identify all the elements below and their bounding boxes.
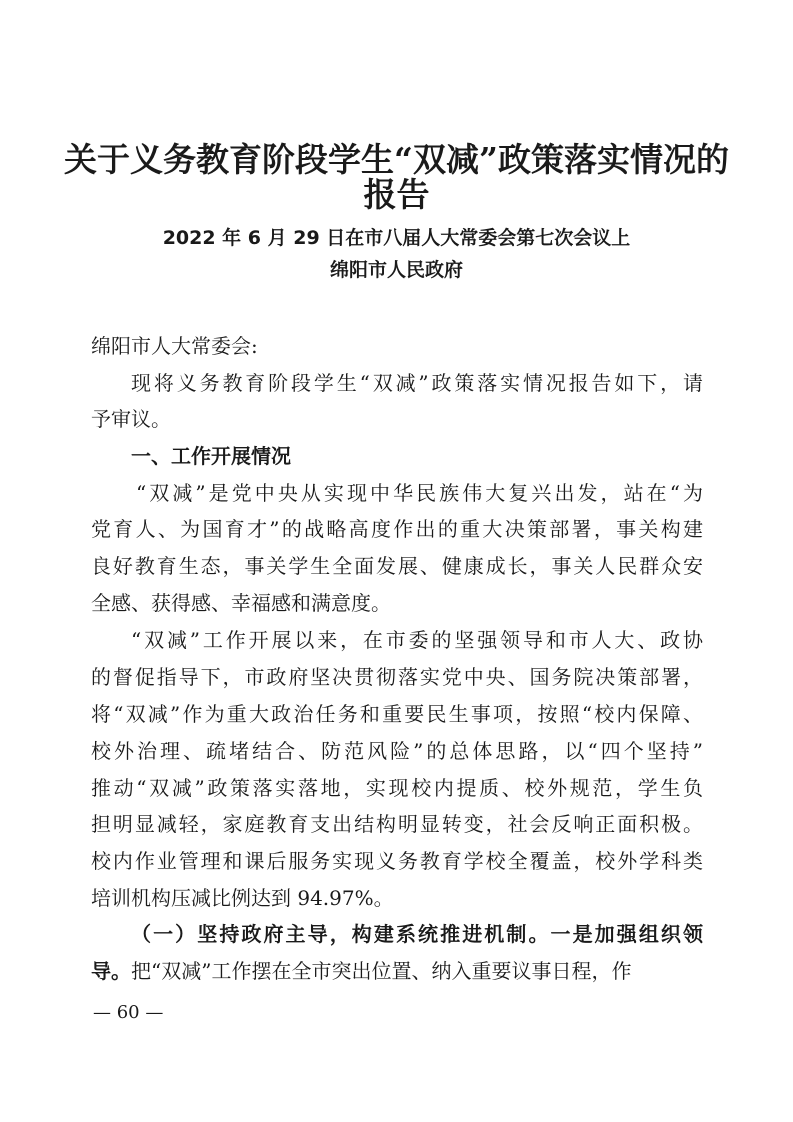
paragraph-line: 校内作业管理和课后服务实现义务教育学校全覆盖，校外学科类 bbox=[91, 849, 703, 873]
meeting-info: 2022 年 6 月 29 日在市八届人大常委会第七次会议上 bbox=[162, 227, 631, 249]
salutation: 绵阳市人大常委会: bbox=[91, 334, 258, 358]
paragraph-line: 良好教育生态，事关学生全面发展、健康成长，事关人民群众安 bbox=[91, 554, 703, 578]
intro-line: 予审议。 bbox=[91, 407, 171, 431]
issuing-authority: 绵阳市人民政府 bbox=[329, 259, 463, 281]
paragraph-line: 的督促指导下，市政府坚决贯彻落实党中央、国务院决策部署， bbox=[91, 665, 703, 689]
page-number: — 60 — bbox=[93, 1002, 164, 1023]
paragraph-line bbox=[91, 958, 703, 984]
intro-line: 现将义务教育阶段学生“双减”政策落实情况报告如下，请 bbox=[131, 371, 703, 395]
paragraph-line: “双减”工作开展以来，在市委的坚强领导和市人大、政协 bbox=[131, 628, 703, 652]
paragraph-line: 全感、获得感、幸福感和满意度。 bbox=[91, 591, 391, 615]
paragraph-line: 党育人、为国育才”的战略高度作出的重大决策部署，事关构建 bbox=[91, 517, 703, 541]
paragraph-line: 校外治理、疏堵结合、防范风险”的总体思路，以“四个坚持” bbox=[91, 739, 703, 763]
paragraph-line: 培训机构压减比例达到 94.97%。 bbox=[91, 886, 394, 910]
paragraph-line: 将“双减”作为重大政治任务和重要民生事项，按照“校内保障、 bbox=[91, 702, 703, 726]
paragraph-line: 推动“双减”政策落实落地，实现校内提质、校外规范，学生负 bbox=[91, 776, 703, 800]
section-heading: 一、工作开展情况 bbox=[131, 444, 291, 468]
title-line-1: 关于义务教育阶段学生“双减”政策落实情况的 bbox=[64, 140, 729, 179]
bold-lead: 导。 bbox=[91, 959, 131, 983]
paragraph-line: “双减”是党中央从实现中华民族伟大复兴出发，站在“为 bbox=[136, 481, 703, 505]
paragraph-line: 担明显减轻，家庭教育支出结构明显转变，社会反响正面积极。 bbox=[91, 812, 703, 836]
subsection-heading: （一）坚持政府主导，构建系统推进机制。一是加强组织领 bbox=[131, 922, 703, 946]
paragraph-text: 把“双减”工作摆在全市突出位置、纳入重要议事日程，作 bbox=[131, 959, 632, 983]
title-line-2: 报告 bbox=[363, 175, 430, 214]
